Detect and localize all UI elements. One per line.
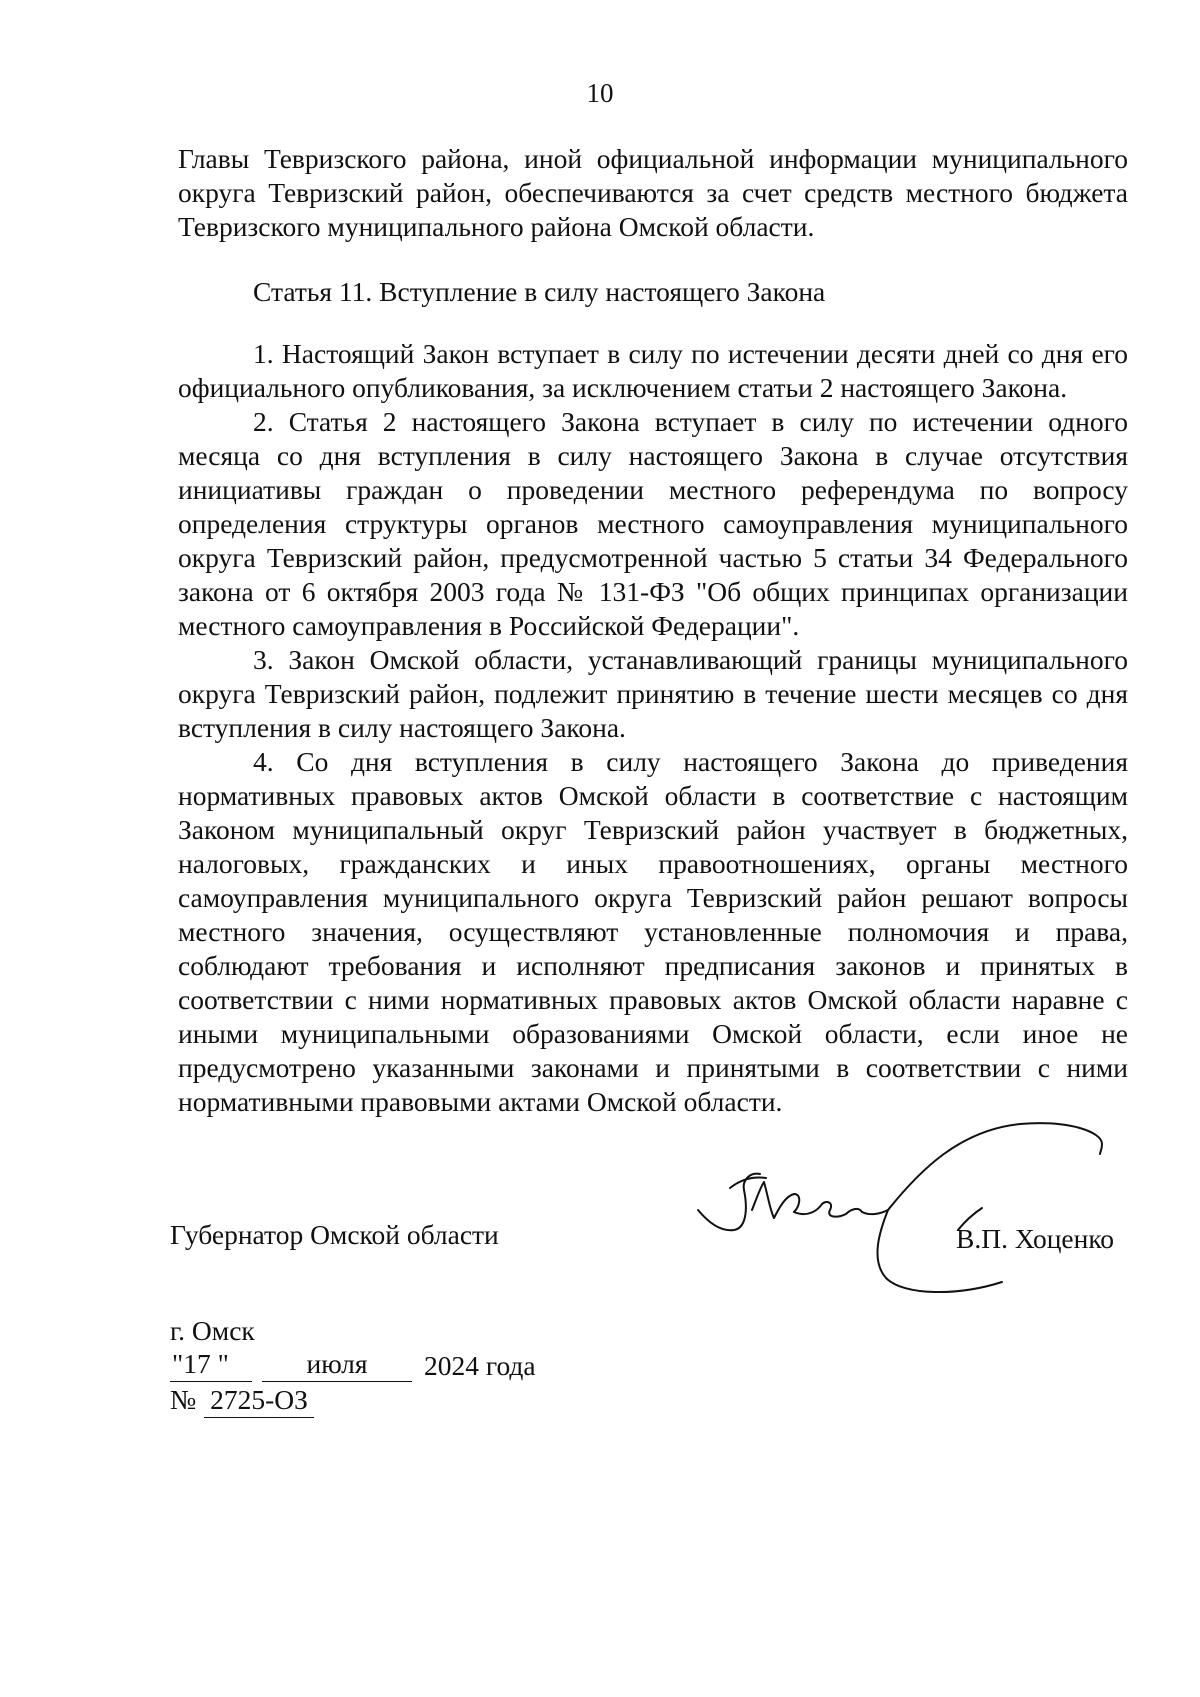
article-item-2: 2. Статья 2 настоящего Закона вступает в силу по истечении одного месяца со дня вступления в силу настоящего Закона в случае отсутствия инициативы граждан о проведении местного референдума по вопросу определения структуры органов местного самоуправления муниципального округа Тевризский район, предусмотренной частью 5 статьи 34 Федерального закона от 6 октября 2003 года № 131-ФЗ "Об общих принципах организации местного самоуправления в Российской Федерации". [178,406,1128,641]
article-item-1: 1. Настоящий Закон вступает в силу по истечении десяти дней со дня его официального опубликования, за исключением статьи 2 настоящего Закона. [178,338,1128,403]
signatory-title: Губернатор Омской области [170,1219,499,1250]
city-label: г. Омск [170,1315,255,1346]
article-item-3: 3. Закон Омской области, устанавливающий границы муниципального округа Тевризский район, подлежит принятию в течение шести месяцев со дня вступления в силу настоящего Закона. [178,644,1128,743]
intro-paragraph: Главы Тевризского района, иной официальной информации муниципального округа Тевризский район, обеспечиваются за счет средств местного бюджета Тевризского муниципального района Омской области. [178,143,1128,242]
date-year: 2024 года [424,1350,536,1381]
article-item-4: 4. Со дня вступления в силу настоящего Закона до приведения нормативных правовых актов Омской области в соответствие с настоящим Законом муниципальный округ Тевризский район участвует в бюджетных, налоговых, гражданских и иных правоотношениях, органы местного самоуправления муниципального округа Тевризский район решают вопросы местного значения, осуществляют установленные полномочия и права, соблюдают требования и исполняют предписания законов и принятых в соответствии с ними нормативных правовых актов Омской области наравне с иными муниципальными образованиями Омской области, если иное не предусмотрено указанными законами и принятыми в соответствии с ними нормативными правовыми актами Омской области. [178,746,1128,1117]
number-sign: № [170,1384,197,1415]
article-items [178,337,1128,1119]
document-number-line [170,1383,370,1419]
date-line [170,1347,570,1383]
page-number: 10 [586,78,614,108]
article-heading: Статья 11. Вступление в силу настоящего Закона [253,276,826,307]
signatory-name: В.П. Хоценко [956,1223,1115,1254]
date-day: "17 " [170,1347,252,1382]
date-month: июля [262,1347,412,1382]
document-number: 2725-ОЗ [204,1383,314,1418]
handwritten-signature [690,1110,1110,1310]
